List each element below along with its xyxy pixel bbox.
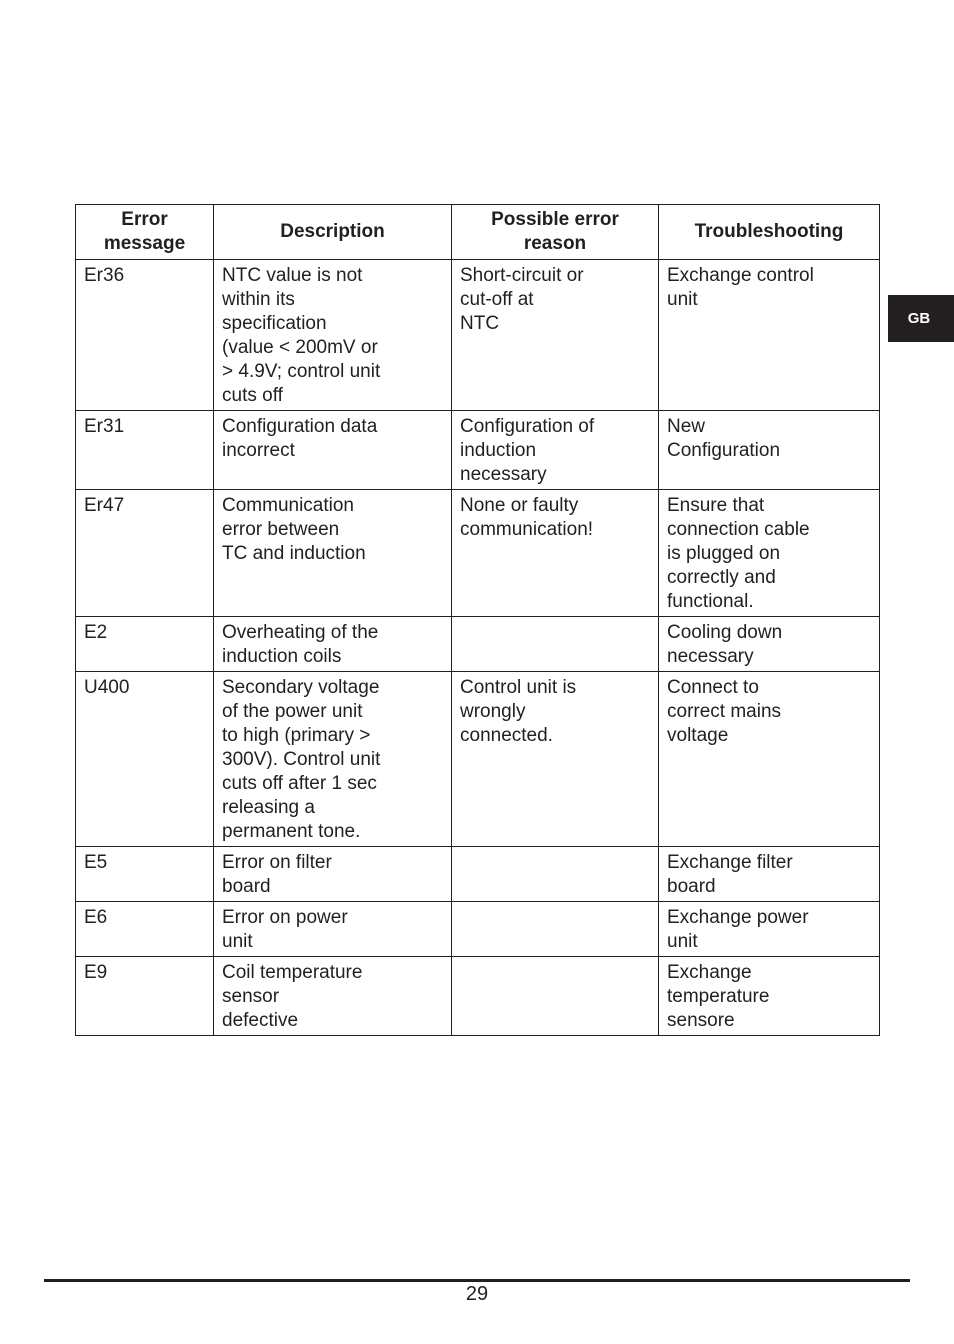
troubleshooting-cell: Ensure that connection cable is plugged on correctly and functional. (659, 490, 880, 617)
header-troubleshooting: Troubleshooting (659, 205, 880, 260)
reason-cell (452, 847, 659, 902)
troubleshooting-cell: Exchange power unit (659, 902, 880, 957)
description-cell: Secondary voltage of the power unit to high (primary > 300V). Control unit cuts off after 1 sec releasing a permanent tone. (214, 672, 452, 847)
error-code-cell: U400 (76, 672, 214, 847)
description-cell: NTC value is not within its specification (value < 200mV or > 4.9V; control unit cuts off (214, 260, 452, 411)
description-cell: Error on power unit (214, 902, 452, 957)
troubleshooting-cell: New Configuration (659, 411, 880, 490)
description-cell: Configuration data incorrect (214, 411, 452, 490)
description-cell: Error on filter board (214, 847, 452, 902)
reason-cell (452, 617, 659, 672)
error-code-cell: Er36 (76, 260, 214, 411)
header-error-message: Error message (76, 205, 214, 260)
table-row (76, 260, 880, 411)
reason-cell (452, 902, 659, 957)
table-row (76, 902, 880, 957)
description-cell: Overheating of the induction coils (214, 617, 452, 672)
reason-cell (452, 957, 659, 1036)
header-possible-error-reason: Possible error reason (452, 205, 659, 260)
error-code-table (75, 204, 880, 1036)
table-header-row (76, 205, 880, 260)
troubleshooting-cell: Exchange filter board (659, 847, 880, 902)
description-cell: Coil temperature sensor defective (214, 957, 452, 1036)
troubleshooting-cell: Exchange control unit (659, 260, 880, 411)
header-description: Description (214, 205, 452, 260)
description-cell: Communication error between TC and induction (214, 490, 452, 617)
table-row (76, 490, 880, 617)
table-row (76, 957, 880, 1036)
reason-cell: Control unit is wrongly connected. (452, 672, 659, 847)
reason-cell: Short-circuit or cut-off at NTC (452, 260, 659, 411)
table-row (76, 847, 880, 902)
table-row (76, 617, 880, 672)
language-tab (888, 295, 954, 342)
error-code-cell: E9 (76, 957, 214, 1036)
footer-divider (44, 1279, 910, 1282)
language-tab-label: GB (907, 310, 931, 327)
error-code-cell: Er47 (76, 490, 214, 617)
error-code-cell: E2 (76, 617, 214, 672)
table-row (76, 411, 880, 490)
error-code-cell: E5 (76, 847, 214, 902)
troubleshooting-cell: Connect to correct mains voltage (659, 672, 880, 847)
page-number: 29 (465, 1283, 489, 1305)
reason-cell: Configuration of induction necessary (452, 411, 659, 490)
error-code-cell: Er31 (76, 411, 214, 490)
reason-cell: None or faulty communication! (452, 490, 659, 617)
troubleshooting-cell: Cooling down necessary (659, 617, 880, 672)
error-code-cell: E6 (76, 902, 214, 957)
table-row (76, 672, 880, 847)
troubleshooting-cell: Exchange temperature sensore (659, 957, 880, 1036)
